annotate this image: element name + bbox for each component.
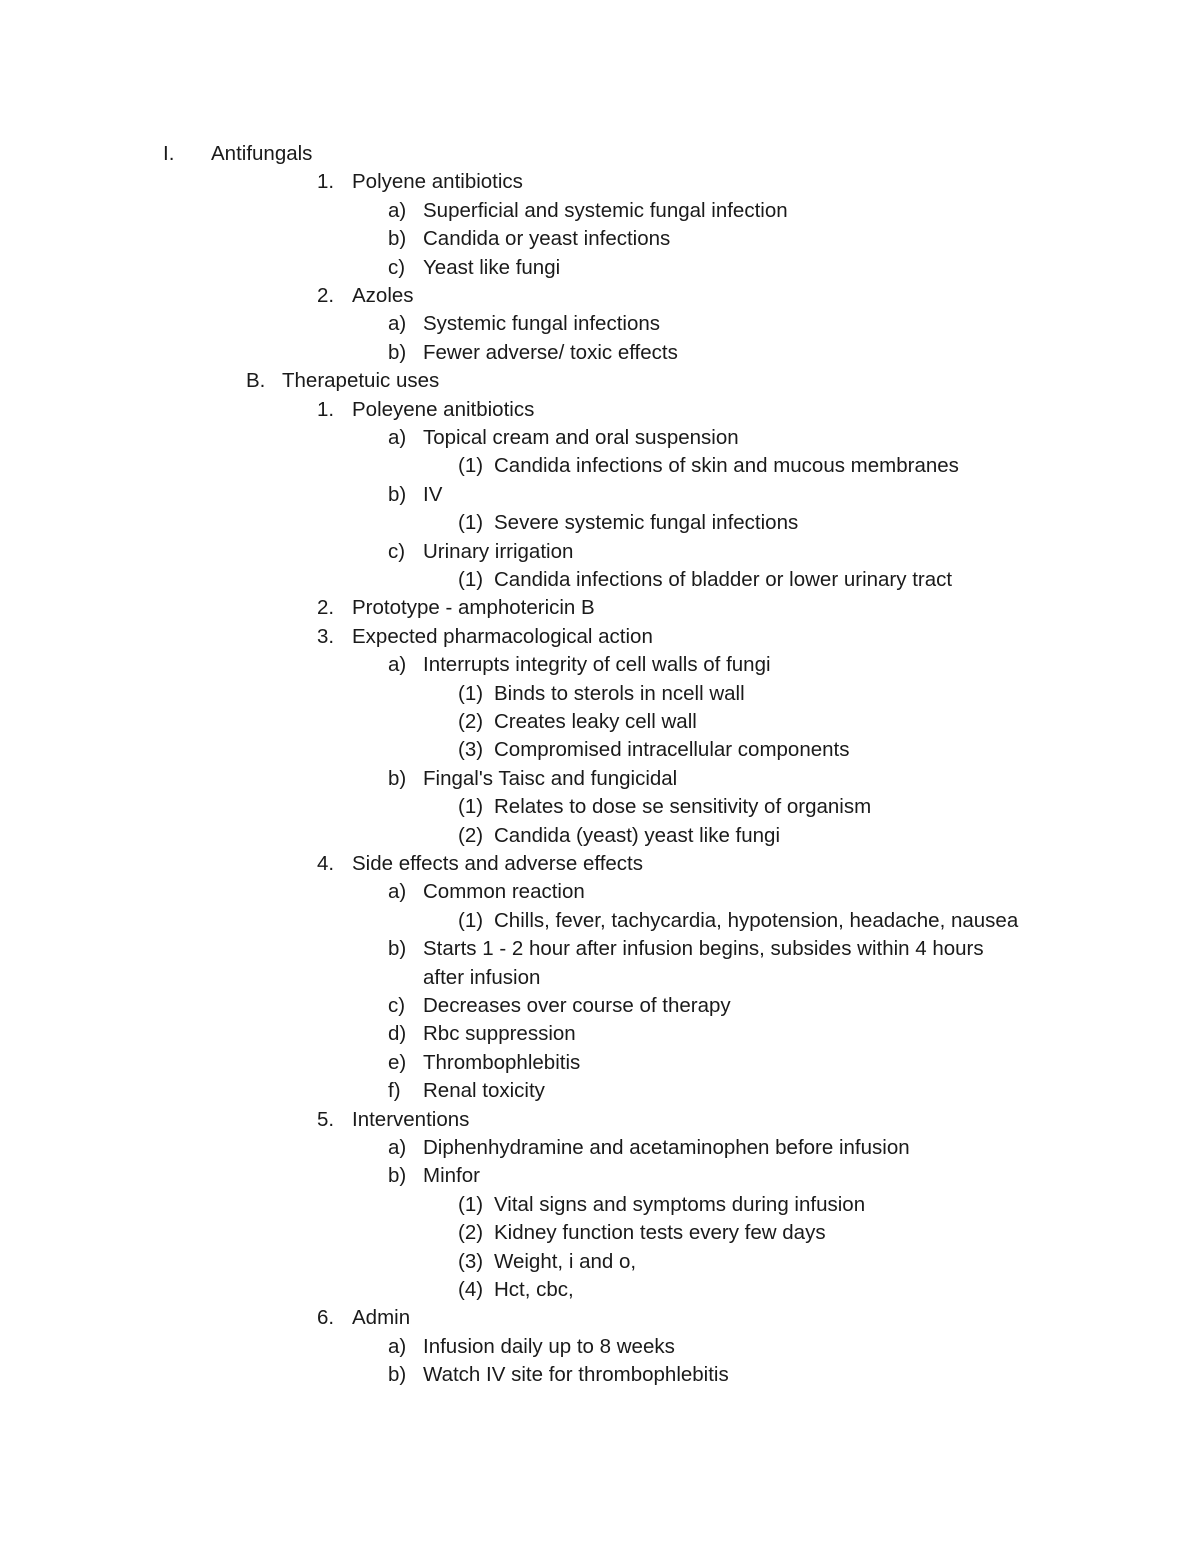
outline-item — [458, 1219, 826, 1247]
outline-marker: 2. — [317, 284, 335, 307]
outline-marker: I. — [163, 142, 175, 165]
outline-item — [388, 1020, 576, 1048]
outline-item — [388, 935, 984, 963]
outline-text: IV — [423, 482, 443, 506]
outline-item — [458, 907, 1018, 935]
outline-marker: (1) — [458, 568, 484, 591]
outline-text: Renal toxicity — [423, 1079, 545, 1103]
outline-marker: 2. — [317, 596, 335, 620]
outline-marker: (2) — [458, 823, 484, 847]
outline-marker: (3) — [458, 738, 484, 762]
outline-text: Topical cream and oral suspension — [423, 426, 739, 449]
outline-text: Antifungals — [211, 142, 313, 165]
outline-marker: a) — [388, 312, 407, 336]
outline-item — [317, 1304, 410, 1332]
outline-marker: a) — [388, 653, 407, 677]
outline-item — [388, 651, 771, 679]
outline-marker: a) — [388, 1334, 407, 1358]
outline-marker: (1) — [458, 1192, 484, 1216]
outline-text: Decreases over course of therapy — [423, 994, 731, 1017]
outline-item — [458, 1276, 574, 1304]
outline-item — [458, 736, 850, 764]
outline-item — [388, 310, 660, 338]
outline-item — [458, 680, 745, 708]
outline-marker: b) — [388, 482, 407, 506]
outline-item — [388, 197, 788, 225]
outline-text: Binds to sterols in ncell wall — [494, 681, 745, 705]
outline-marker: b) — [388, 1363, 407, 1387]
outline-text: Expected pharmacological action — [352, 624, 653, 648]
outline-text: Rbc suppression — [423, 1022, 576, 1046]
outline-marker: b) — [388, 937, 407, 961]
outline-marker: a) — [388, 880, 407, 904]
outline-text: Side effects and adverse effects — [352, 852, 643, 875]
outline-text: Chills, fever, tachycardia, hypotension, headache, nausea — [494, 908, 1019, 932]
outline-text: Admin — [352, 1306, 411, 1330]
outline-item — [458, 708, 697, 736]
outline-text: Poleyene anitbiotics — [352, 397, 535, 421]
outline-item — [458, 566, 952, 594]
outline-marker: 4. — [317, 852, 335, 875]
outline-text: Fewer adverse/ toxic effects — [423, 340, 678, 364]
outline-marker: 3. — [317, 624, 335, 648]
outline-text: Relates to dose se sensitivity of organism — [494, 795, 872, 819]
outline-text: Infusion daily up to 8 weeks — [423, 1334, 675, 1358]
outline-item — [388, 964, 540, 992]
outline-text: Hct, cbc, — [494, 1278, 574, 1301]
outline-marker: (4) — [458, 1278, 484, 1301]
outline-item — [458, 452, 959, 480]
outline-text: Weight, i and o, — [494, 1249, 637, 1273]
outline-item — [317, 282, 414, 310]
outline-text: Polyene antibiotics — [352, 170, 523, 194]
outline-text: Candida or yeast infections — [423, 227, 671, 251]
outline-text: Superficial and systemic fungal infection — [423, 198, 788, 222]
outline-item — [388, 225, 670, 253]
outline-item — [317, 623, 653, 651]
outline-item — [388, 339, 678, 367]
outline-text: Azoles — [352, 284, 414, 307]
outline-item — [317, 594, 595, 622]
outline-text: Kidney function tests every few days — [494, 1221, 826, 1245]
outline-marker: b) — [388, 340, 407, 364]
outline-text: Severe systemic fungal infections — [494, 511, 799, 535]
outline-text: Watch IV site for thrombophlebitis — [423, 1363, 729, 1387]
outline-text: Creates leaky cell wall — [494, 710, 697, 733]
outline-item — [388, 1361, 729, 1389]
outline-item — [458, 793, 871, 821]
outline-item — [246, 367, 439, 395]
outline-item — [388, 765, 677, 793]
outline-text: Candida infections of bladder or lower urinary tract — [494, 568, 953, 591]
outline-marker: 1. — [317, 397, 335, 421]
outline-item — [163, 140, 312, 168]
outline-item — [388, 424, 739, 452]
outline-text: Thrombophlebitis — [423, 1050, 581, 1074]
outline-marker: c) — [388, 539, 406, 563]
outline-item — [388, 1049, 580, 1077]
outline-item — [388, 878, 585, 906]
outline-text: Candida infections of skin and mucous membranes — [494, 454, 959, 478]
outline-marker: e) — [388, 1050, 407, 1074]
outline-text: Yeast like fungi — [423, 255, 561, 279]
outline-marker: (1) — [458, 454, 484, 478]
outline-marker: a) — [388, 426, 407, 449]
outline-item — [388, 1162, 480, 1190]
outline-item — [317, 168, 523, 196]
outline-item — [388, 1134, 910, 1162]
outline-marker: c) — [388, 255, 406, 279]
outline-item — [317, 850, 643, 878]
outline-marker: a) — [388, 198, 407, 222]
outline-marker: f) — [388, 1079, 401, 1103]
outline-item — [388, 1333, 675, 1361]
outline-text: Prototype - amphotericin B — [352, 596, 595, 620]
outline-item — [458, 822, 780, 850]
outline-marker: b) — [388, 766, 407, 790]
outline-marker: (1) — [458, 908, 484, 932]
outline-text: Diphenhydramine and acetaminophen before infusion — [423, 1136, 910, 1159]
outline-text: Systemic fungal infections — [423, 312, 661, 336]
outline-marker: (1) — [458, 681, 484, 705]
outline-item — [388, 254, 560, 282]
outline-item — [458, 1191, 865, 1219]
outline-text: Common reaction — [423, 880, 585, 904]
outline-text: Candida (yeast) yeast like fungi — [494, 823, 781, 847]
outline-marker: b) — [388, 1164, 407, 1188]
outline-marker: (2) — [458, 710, 484, 733]
outline-marker: c) — [388, 994, 406, 1017]
outline-marker: a) — [388, 1136, 407, 1159]
outline-item — [388, 481, 442, 509]
outline-marker: (3) — [458, 1249, 484, 1273]
outline-marker: B. — [246, 369, 266, 393]
outline-marker: d) — [388, 1022, 407, 1046]
outline-marker: 1. — [317, 170, 335, 194]
outline-text: after infusion — [423, 965, 541, 989]
outline-text: Fingal's Taisc and fungicidal — [423, 766, 678, 790]
outline-text: Therapetuic uses — [282, 369, 440, 393]
outline-item — [458, 1248, 636, 1276]
outline-text: Compromised intracellular components — [494, 738, 850, 762]
outline-marker: (1) — [458, 795, 484, 819]
outline-item — [317, 396, 534, 424]
outline-item — [388, 538, 573, 566]
outline-text: Minfor — [423, 1164, 480, 1188]
outline-item — [458, 509, 798, 537]
outline-item — [388, 1077, 545, 1105]
outline-text: Starts 1 - 2 hour after infusion begins, subsides within 4 hours — [423, 937, 984, 961]
outline-marker: b) — [388, 227, 407, 251]
outline-text: Interrupts integrity of cell walls of fungi — [423, 653, 771, 677]
outline-text: Vital signs and symptoms during infusion — [494, 1192, 866, 1216]
outline-text: Urinary irrigation — [423, 539, 574, 563]
outline-marker: (2) — [458, 1221, 484, 1245]
outline-marker: 6. — [317, 1306, 335, 1330]
outline-item — [388, 992, 731, 1020]
outline-item — [317, 1106, 469, 1134]
outline-text: Interventions — [352, 1107, 470, 1131]
outline-marker: 5. — [317, 1107, 335, 1131]
outline-marker: (1) — [458, 511, 484, 535]
